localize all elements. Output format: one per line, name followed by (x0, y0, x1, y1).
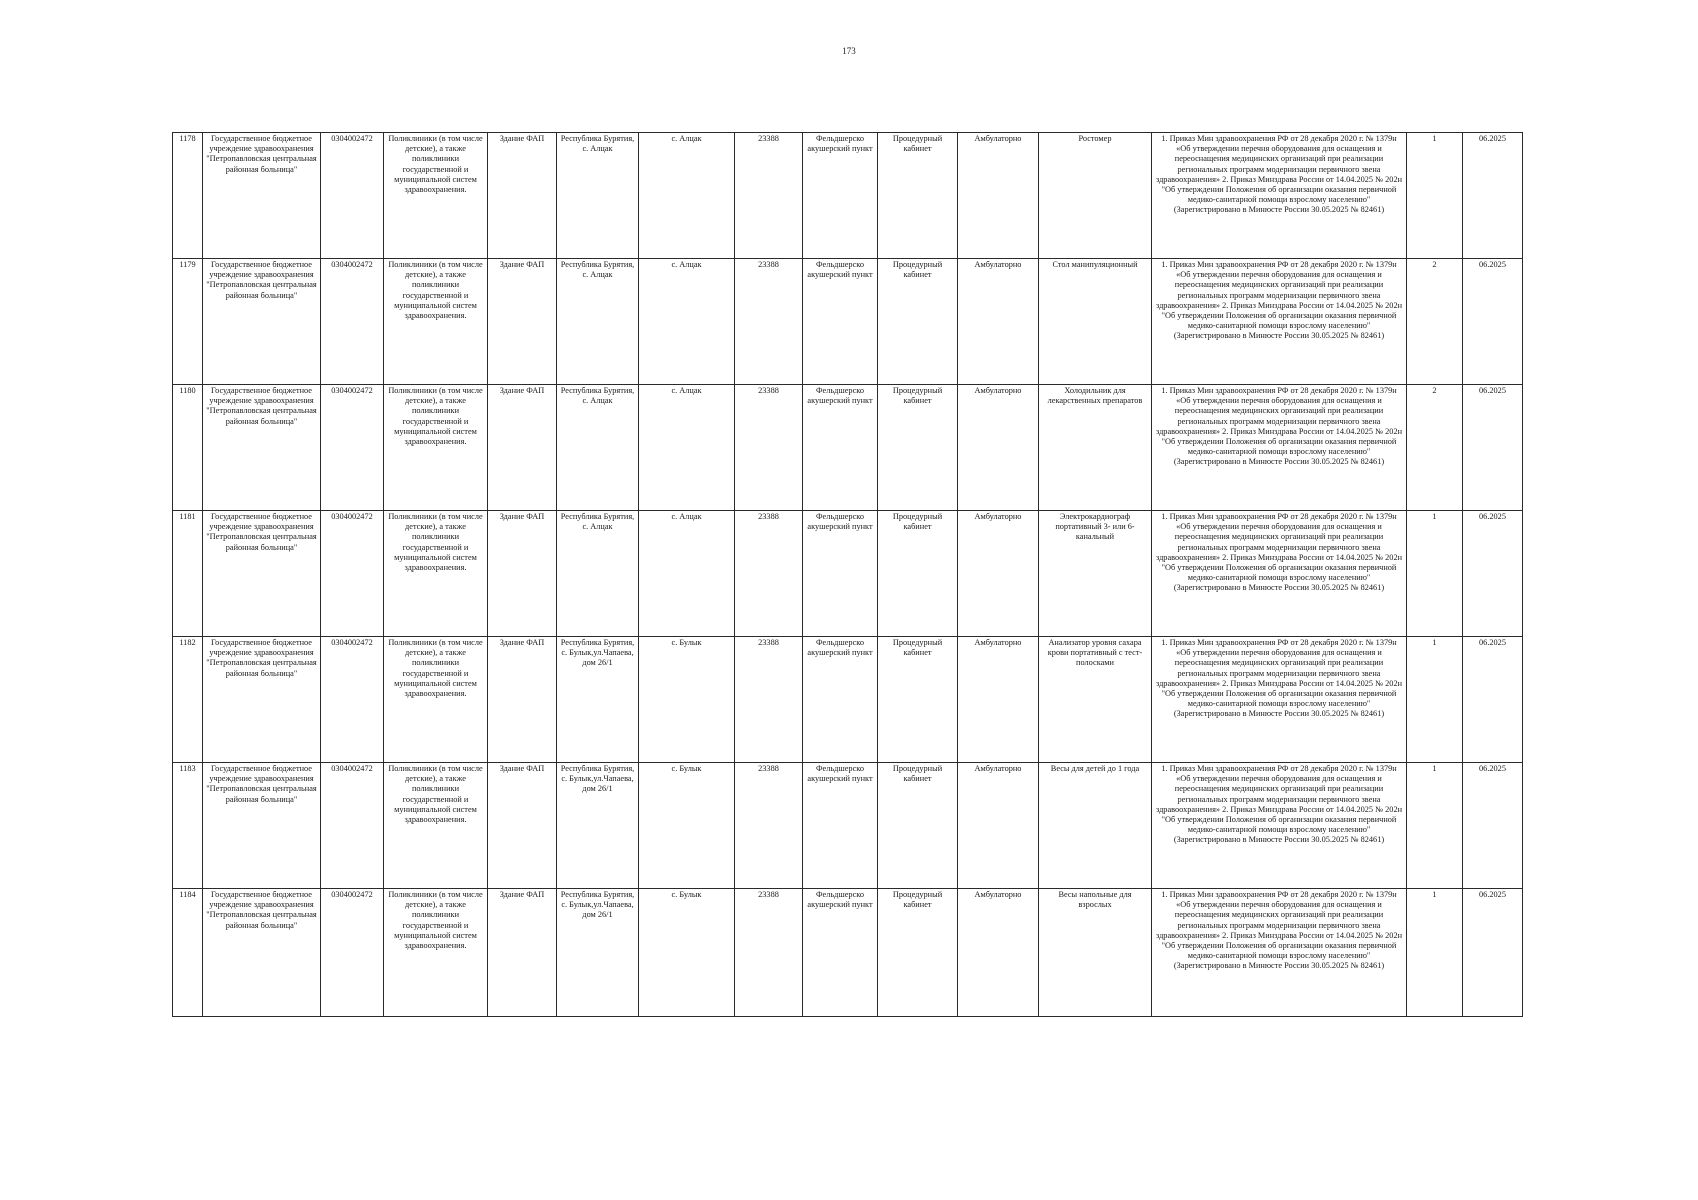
row-number-cell: 1179 (173, 259, 203, 385)
address-cell: Республика Бурятия, с. Булык,ул.Чапаева, дом 26/1 (557, 763, 639, 889)
organization-cell: Государственное бюджетное учреждение здравоохранения "Петропавловская центральная районная больница" (203, 385, 321, 511)
quantity-cell: 1 (1407, 511, 1463, 637)
care-form-cell: Амбулаторно (958, 385, 1039, 511)
equipment-name-cell: Весы для детей до 1 года (1039, 763, 1152, 889)
date-cell: 06.2025 (1463, 889, 1523, 1017)
date-cell: 06.2025 (1463, 763, 1523, 889)
facility-cell: Фельдшерско акушерский пункт (803, 385, 878, 511)
building-cell: Здание ФАП (488, 511, 557, 637)
legal-basis-cell: 1. Приказ Мин здравоохранения РФ от 28 декабря 2020 г. № 1379н «Об утверждении перечня оборудования для оснащения и переоснащения медицинских организаций при реализации региональных программ модернизации первичного звена здравоохранения» 2. Приказ Минздрава России от 14.04.2025 № 202н "Об утверждении Положения об организации оказания первичной медико-санитарной помощи взрослому населению" (Зарегистрировано в Минюсте России 30.05.2025 № 82461) (1152, 133, 1407, 259)
table-row (173, 889, 1523, 1017)
inn-cell: 0304002472 (321, 133, 384, 259)
locality-cell: с. Алцак (639, 385, 735, 511)
building-cell: Здание ФАП (488, 385, 557, 511)
date-cell: 06.2025 (1463, 511, 1523, 637)
equipment-name-cell: Холодильник для лекарственных препаратов (1039, 385, 1152, 511)
equipment-name-cell: Ростомер (1039, 133, 1152, 259)
address-cell: Республика Бурятия, с. Булык,ул.Чапаева, дом 26/1 (557, 889, 639, 1017)
facility-cell: Фельдшерско акушерский пункт (803, 511, 878, 637)
care-form-cell: Амбулаторно (958, 511, 1039, 637)
equipment-name-cell: Электрокардиограф портативный 3- или 6-канальный (1039, 511, 1152, 637)
table-row (173, 637, 1523, 763)
organization-cell: Государственное бюджетное учреждение здравоохранения "Петропавловская центральная районная больница" (203, 259, 321, 385)
address-cell: Республика Бурятия, с. Алцак (557, 511, 639, 637)
institution-type-cell: Поликлиники (в том числе детские), а также поликлиники государственной и муниципальной систем здравоохранения. (384, 133, 488, 259)
building-cell: Здание ФАП (488, 889, 557, 1017)
room-cell: Процедурный кабинет (878, 889, 958, 1017)
inn-cell: 0304002472 (321, 385, 384, 511)
care-form-cell: Амбулаторно (958, 889, 1039, 1017)
facility-cell: Фельдшерско акушерский пункт (803, 133, 878, 259)
inn-cell: 0304002472 (321, 511, 384, 637)
legal-basis-cell: 1. Приказ Мин здравоохранения РФ от 28 декабря 2020 г. № 1379н «Об утверждении перечня оборудования для оснащения и переоснащения медицинских организаций при реализации региональных программ модернизации первичного звена здравоохранения» 2. Приказ Минздрава России от 14.04.2025 № 202н "Об утверждении Положения об организации оказания первичной медико-санитарной помощи взрослому населению" (Зарегистрировано в Минюсте России 30.05.2025 № 82461) (1152, 763, 1407, 889)
care-form-cell: Амбулаторно (958, 133, 1039, 259)
code-cell: 23388 (735, 637, 803, 763)
equipment-registry-table (172, 132, 1523, 1017)
quantity-cell: 1 (1407, 133, 1463, 259)
date-cell: 06.2025 (1463, 385, 1523, 511)
legal-basis-cell: 1. Приказ Мин здравоохранения РФ от 28 декабря 2020 г. № 1379н «Об утверждении перечня оборудования для оснащения и переоснащения медицинских организаций при реализации региональных программ модернизации первичного звена здравоохранения» 2. Приказ Минздрава России от 14.04.2025 № 202н "Об утверждении Положения об организации оказания первичной медико-санитарной помощи взрослому населению" (Зарегистрировано в Минюсте России 30.05.2025 № 82461) (1152, 637, 1407, 763)
legal-basis-cell: 1. Приказ Мин здравоохранения РФ от 28 декабря 2020 г. № 1379н «Об утверждении перечня оборудования для оснащения и переоснащения медицинских организаций при реализации региональных программ модернизации первичного звена здравоохранения» 2. Приказ Минздрава России от 14.04.2025 № 202н "Об утверждении Положения об организации оказания первичной медико-санитарной помощи взрослому населению" (Зарегистрировано в Минюсте России 30.05.2025 № 82461) (1152, 511, 1407, 637)
row-number-cell: 1180 (173, 385, 203, 511)
row-number-cell: 1183 (173, 763, 203, 889)
code-cell: 23388 (735, 511, 803, 637)
inn-cell: 0304002472 (321, 637, 384, 763)
locality-cell: с. Булык (639, 763, 735, 889)
building-cell: Здание ФАП (488, 133, 557, 259)
table-row (173, 259, 1523, 385)
quantity-cell: 1 (1407, 763, 1463, 889)
address-cell: Республика Бурятия, с. Булык,ул.Чапаева, дом 26/1 (557, 637, 639, 763)
row-number-cell: 1181 (173, 511, 203, 637)
room-cell: Процедурный кабинет (878, 133, 958, 259)
room-cell: Процедурный кабинет (878, 637, 958, 763)
legal-basis-cell: 1. Приказ Мин здравоохранения РФ от 28 декабря 2020 г. № 1379н «Об утверждении перечня оборудования для оснащения и переоснащения медицинских организаций при реализации региональных программ модернизации первичного звена здравоохранения» 2. Приказ Минздрава России от 14.04.2025 № 202н "Об утверждении Положения об организации оказания первичной медико-санитарной помощи взрослому населению" (Зарегистрировано в Минюсте России 30.05.2025 № 82461) (1152, 889, 1407, 1017)
organization-cell: Государственное бюджетное учреждение здравоохранения "Петропавловская центральная районная больница" (203, 763, 321, 889)
institution-type-cell: Поликлиники (в том числе детские), а также поликлиники государственной и муниципальной систем здравоохранения. (384, 637, 488, 763)
inn-cell: 0304002472 (321, 889, 384, 1017)
equipment-name-cell: Весы напольные для взрослых (1039, 889, 1152, 1017)
facility-cell: Фельдшерско акушерский пункт (803, 637, 878, 763)
institution-type-cell: Поликлиники (в том числе детские), а также поликлиники государственной и муниципальной систем здравоохранения. (384, 763, 488, 889)
facility-cell: Фельдшерско акушерский пункт (803, 889, 878, 1017)
page-number: 173 (842, 46, 856, 56)
locality-cell: с. Алцак (639, 133, 735, 259)
address-cell: Республика Бурятия, с. Алцак (557, 259, 639, 385)
code-cell: 23388 (735, 763, 803, 889)
organization-cell: Государственное бюджетное учреждение здравоохранения "Петропавловская центральная районная больница" (203, 133, 321, 259)
table-row (173, 133, 1523, 259)
date-cell: 06.2025 (1463, 637, 1523, 763)
address-cell: Республика Бурятия, с. Алцак (557, 385, 639, 511)
table-body (173, 133, 1523, 1017)
institution-type-cell: Поликлиники (в том числе детские), а также поликлиники государственной и муниципальной систем здравоохранения. (384, 511, 488, 637)
building-cell: Здание ФАП (488, 763, 557, 889)
locality-cell: с. Алцак (639, 259, 735, 385)
quantity-cell: 2 (1407, 259, 1463, 385)
legal-basis-cell: 1. Приказ Мин здравоохранения РФ от 28 декабря 2020 г. № 1379н «Об утверждении перечня оборудования для оснащения и переоснащения медицинских организаций при реализации региональных программ модернизации первичного звена здравоохранения» 2. Приказ Минздрава России от 14.04.2025 № 202н "Об утверждении Положения об организации оказания первичной медико-санитарной помощи взрослому населению" (Зарегистрировано в Минюсте России 30.05.2025 № 82461) (1152, 385, 1407, 511)
quantity-cell: 1 (1407, 637, 1463, 763)
organization-cell: Государственное бюджетное учреждение здравоохранения "Петропавловская центральная районная больница" (203, 511, 321, 637)
quantity-cell: 2 (1407, 385, 1463, 511)
room-cell: Процедурный кабинет (878, 763, 958, 889)
date-cell: 06.2025 (1463, 259, 1523, 385)
code-cell: 23388 (735, 889, 803, 1017)
care-form-cell: Амбулаторно (958, 763, 1039, 889)
room-cell: Процедурный кабинет (878, 385, 958, 511)
organization-cell: Государственное бюджетное учреждение здравоохранения "Петропавловская центральная районная больница" (203, 889, 321, 1017)
legal-basis-cell: 1. Приказ Мин здравоохранения РФ от 28 декабря 2020 г. № 1379н «Об утверждении перечня оборудования для оснащения и переоснащения медицинских организаций при реализации региональных программ модернизации первичного звена здравоохранения» 2. Приказ Минздрава России от 14.04.2025 № 202н "Об утверждении Положения об организации оказания первичной медико-санитарной помощи взрослому населению" (Зарегистрировано в Минюсте России 30.05.2025 № 82461) (1152, 259, 1407, 385)
code-cell: 23388 (735, 133, 803, 259)
organization-cell: Государственное бюджетное учреждение здравоохранения "Петропавловская центральная районная больница" (203, 637, 321, 763)
table-row (173, 763, 1523, 889)
address-cell: Республика Бурятия, с. Алцак (557, 133, 639, 259)
inn-cell: 0304002472 (321, 763, 384, 889)
care-form-cell: Амбулаторно (958, 637, 1039, 763)
table-row (173, 511, 1523, 637)
building-cell: Здание ФАП (488, 637, 557, 763)
equipment-name-cell: Стол манипуляционный (1039, 259, 1152, 385)
inn-cell: 0304002472 (321, 259, 384, 385)
room-cell: Процедурный кабинет (878, 511, 958, 637)
locality-cell: с. Булык (639, 637, 735, 763)
facility-cell: Фельдшерско акушерский пункт (803, 259, 878, 385)
quantity-cell: 1 (1407, 889, 1463, 1017)
equipment-name-cell: Анализатор уровня сахара крови портативный с тест-полосками (1039, 637, 1152, 763)
table-row (173, 385, 1523, 511)
care-form-cell: Амбулаторно (958, 259, 1039, 385)
date-cell: 06.2025 (1463, 133, 1523, 259)
locality-cell: с. Булык (639, 889, 735, 1017)
code-cell: 23388 (735, 259, 803, 385)
facility-cell: Фельдшерско акушерский пункт (803, 763, 878, 889)
locality-cell: с. Алцак (639, 511, 735, 637)
room-cell: Процедурный кабинет (878, 259, 958, 385)
institution-type-cell: Поликлиники (в том числе детские), а также поликлиники государственной и муниципальной систем здравоохранения. (384, 259, 488, 385)
row-number-cell: 1182 (173, 637, 203, 763)
building-cell: Здание ФАП (488, 259, 557, 385)
row-number-cell: 1184 (173, 889, 203, 1017)
institution-type-cell: Поликлиники (в том числе детские), а также поликлиники государственной и муниципальной систем здравоохранения. (384, 385, 488, 511)
row-number-cell: 1178 (173, 133, 203, 259)
institution-type-cell: Поликлиники (в том числе детские), а также поликлиники государственной и муниципальной систем здравоохранения. (384, 889, 488, 1017)
code-cell: 23388 (735, 385, 803, 511)
